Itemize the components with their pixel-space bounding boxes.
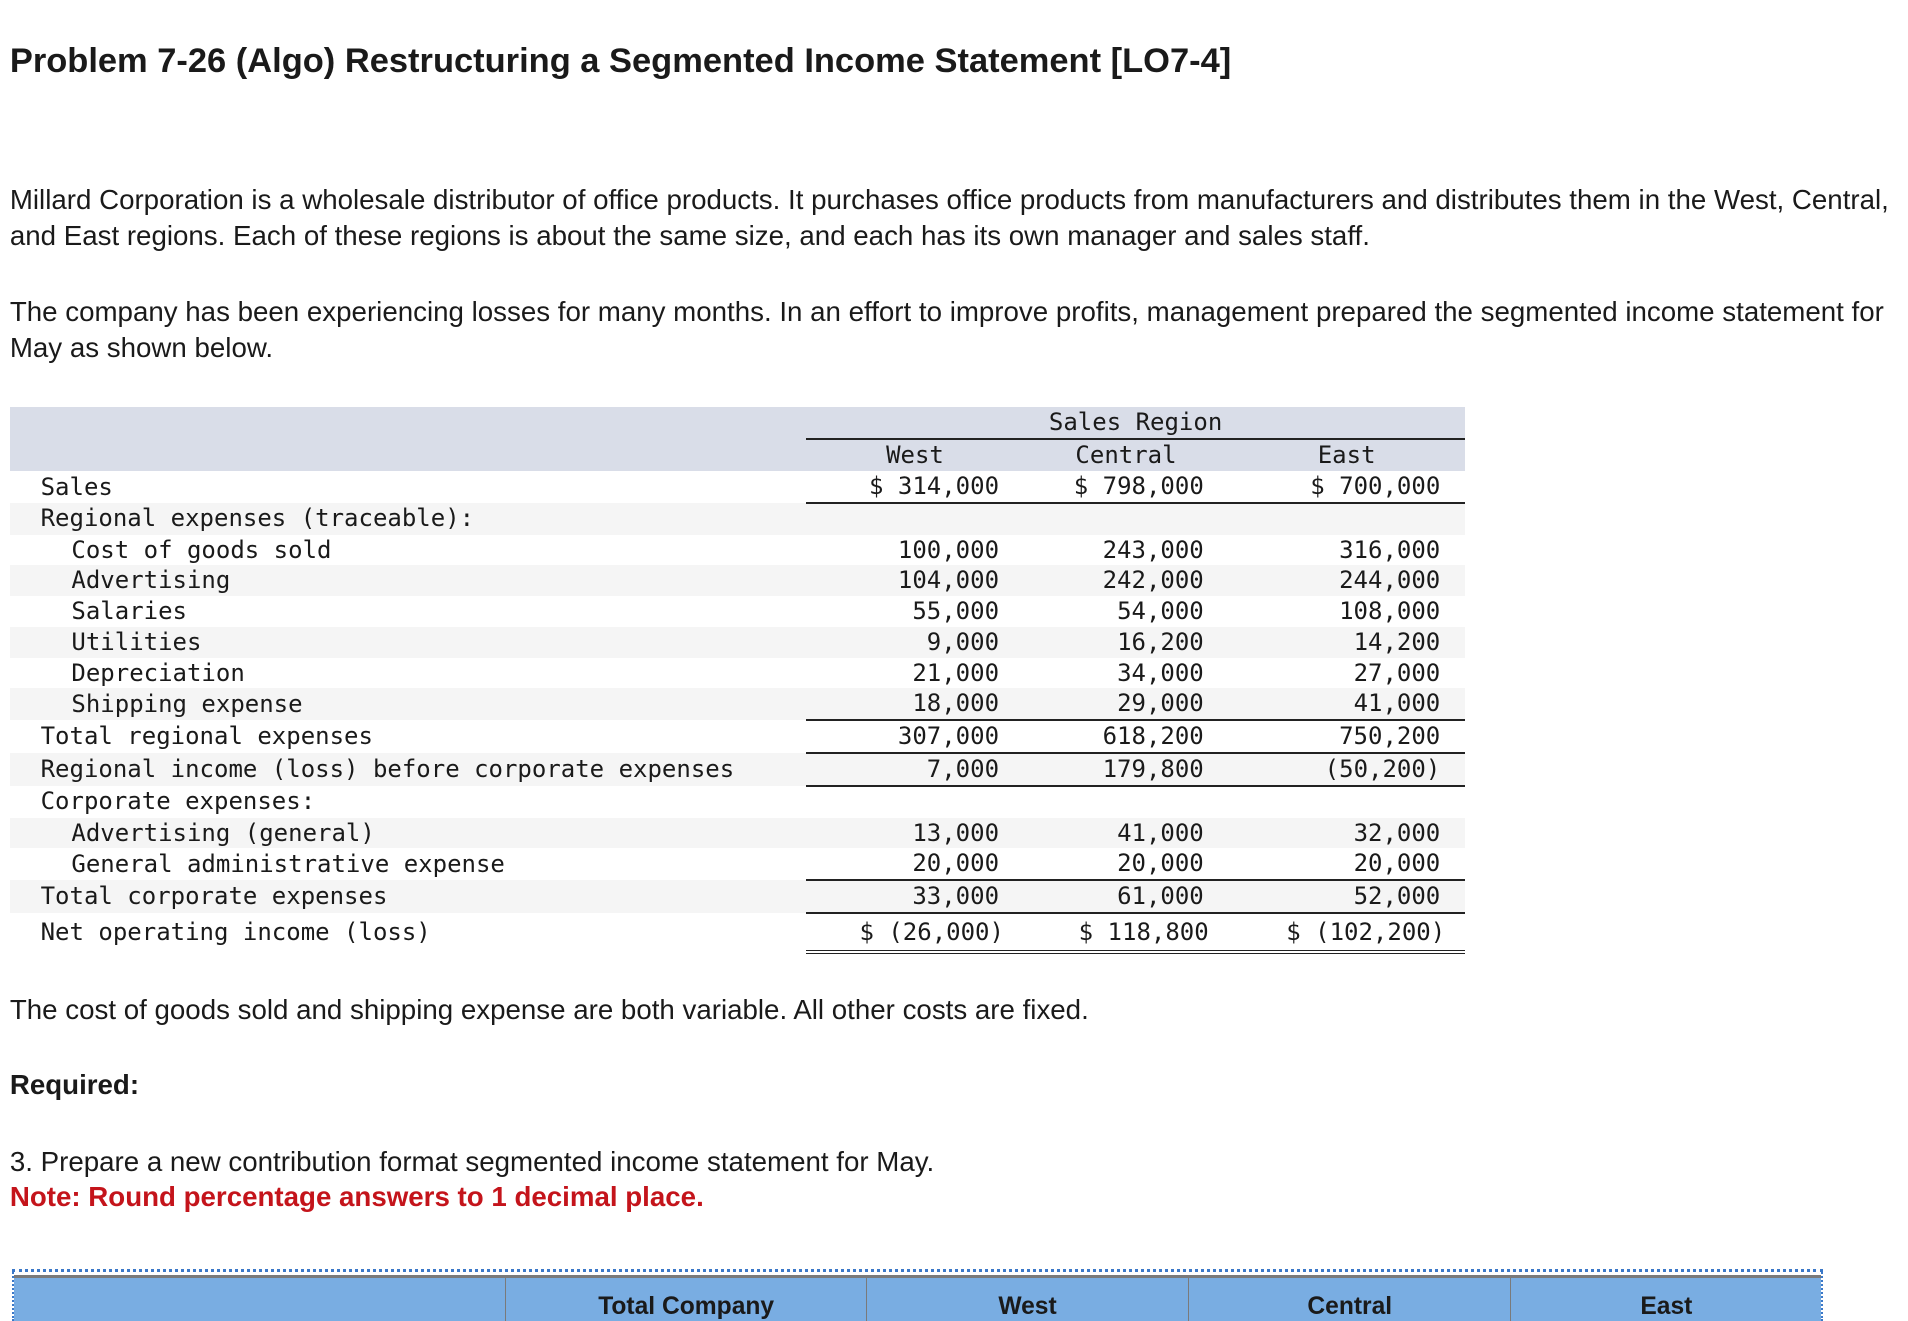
row-value-central: 41,000 (1024, 818, 1229, 849)
row-value-central (1024, 503, 1229, 535)
row-label: Shipping expense (10, 688, 806, 720)
row-label: Salaries (71, 597, 187, 626)
rounding-note: Note: Round percentage answers to 1 decimal place. (9, 1181, 704, 1213)
row-value-east: 316,000 (1339, 535, 1441, 564)
row-value-west: 55,000 (912, 597, 1000, 626)
row-value-west: 20,000 (912, 849, 1000, 878)
statement-row (10, 753, 1465, 786)
required-label: Required: (9, 1069, 140, 1101)
statement-row (10, 471, 1465, 503)
col-east: East (1228, 439, 1465, 471)
row-label: Advertising (general) (10, 818, 806, 849)
row-value-central: 618,200 (1024, 720, 1229, 753)
statement-row (10, 596, 1465, 627)
statement-row (10, 503, 1465, 535)
sales-region-header: Sales Region (806, 407, 1465, 439)
row-value-west: 21,000 (912, 658, 1000, 687)
row-value-east (1228, 503, 1465, 535)
row-value-central (1024, 786, 1229, 818)
col-central: Central (1024, 439, 1229, 471)
row-value-west: $ 314,000 (806, 471, 1023, 503)
row-label: Utilities (10, 627, 806, 658)
row-label: Regional expenses (traceable): (10, 503, 806, 535)
row-value-west: 307,000 (806, 720, 1023, 753)
answer-header-blank (14, 1276, 506, 1321)
row-value-west: 18,000 (806, 688, 1023, 720)
segmented-income-statement (10, 407, 1465, 954)
row-value-central: 16,200 (1024, 627, 1229, 658)
answer-header-west: West (866, 1276, 1188, 1321)
intro-paragraph-1: Millard Corporation is a wholesale distributor of office products. It purchases office products from manufacturers and distributes them in the West, Central, and East regions. Each of these regions is about the same size, and each has its own manager and sales staff. (9, 184, 1889, 251)
statement-row (10, 627, 1465, 658)
row-value-east: 750,200 (1228, 720, 1465, 753)
statement-row (10, 880, 1465, 913)
answer-header-total: Total Company (506, 1276, 866, 1321)
answer-table (12, 1269, 1823, 1321)
row-label: Regional income (loss) before corporate expenses (10, 753, 806, 786)
row-value-east: 27,000 (1353, 658, 1441, 687)
row-value-west: 104,000 (806, 565, 1023, 596)
intro-paragraph-2: The company has been experiencing losses for many months. In an effort to improve profits, management prepared the segmented income statement for May as shown below. (9, 296, 1884, 363)
row-value-central: 243,000 (1102, 535, 1204, 564)
statement-row (10, 565, 1465, 596)
statement-row (10, 535, 1465, 566)
row-value-central: 61,000 (1024, 880, 1229, 913)
statement-row (10, 720, 1465, 753)
row-value-west: 100,000 (897, 535, 1000, 564)
row-value-central: 179,800 (1024, 753, 1229, 786)
row-label: Corporate expenses: (40, 787, 316, 816)
row-value-central: $ 798,000 (1024, 471, 1229, 503)
row-value-central: 54,000 (1117, 597, 1204, 626)
row-value-east: $ (102,200) (1228, 913, 1465, 952)
row-label: Total regional expenses (40, 722, 373, 751)
statement-row (10, 786, 1465, 818)
statement-row (10, 658, 1465, 689)
row-value-east: 244,000 (1228, 565, 1465, 596)
row-label: Cost of goods sold (71, 535, 332, 564)
statement-row (10, 913, 1465, 952)
row-label: Net operating income (loss) (40, 918, 431, 947)
row-label: Total corporate expenses (10, 880, 806, 913)
row-value-west: 9,000 (806, 627, 1023, 658)
row-value-central: 242,000 (1024, 565, 1229, 596)
answer-header-east: East (1511, 1276, 1822, 1321)
row-value-east: 14,200 (1228, 627, 1465, 658)
row-label: Advertising (10, 565, 806, 596)
row-value-central: 34,000 (1117, 658, 1204, 687)
row-value-east: 20,000 (1353, 849, 1441, 878)
row-label: Depreciation (71, 658, 245, 687)
row-value-west (806, 786, 1023, 818)
row-value-east: 52,000 (1228, 880, 1465, 913)
row-value-east: 108,000 (1339, 597, 1441, 626)
row-value-west: 7,000 (806, 753, 1023, 786)
question-text: 3. Prepare a new contribution format segmented income statement for May. (9, 1145, 935, 1177)
row-value-west: $ (26,000) (806, 913, 1023, 952)
row-value-west (806, 503, 1023, 535)
row-value-central: 20,000 (1117, 849, 1204, 878)
row-value-west: 33,000 (806, 880, 1023, 913)
statement-row (10, 818, 1465, 849)
cost-behavior-note: The cost of goods sold and shipping expense are both variable. All other costs are fixed. (9, 994, 1089, 1026)
row-label: Sales (40, 472, 113, 501)
row-value-central: $ 118,800 (1024, 913, 1229, 952)
row-value-east: 32,000 (1228, 818, 1465, 849)
statement-row (10, 848, 1465, 880)
row-value-east: 41,000 (1228, 688, 1465, 720)
row-value-west: 13,000 (806, 818, 1023, 849)
statement-row (10, 688, 1465, 720)
page-title: Problem 7-26 (Algo) Restructuring a Segmented Income Statement [LO7-4] (9, 41, 1232, 80)
answer-header-central: Central (1189, 1276, 1511, 1321)
row-value-east: $ 700,000 (1228, 471, 1465, 503)
row-value-east: (50,200) (1228, 753, 1465, 786)
row-value-east (1228, 786, 1465, 818)
row-label: General administrative expense (71, 849, 505, 878)
col-west: West (806, 439, 1023, 471)
row-value-central: 29,000 (1024, 688, 1229, 720)
